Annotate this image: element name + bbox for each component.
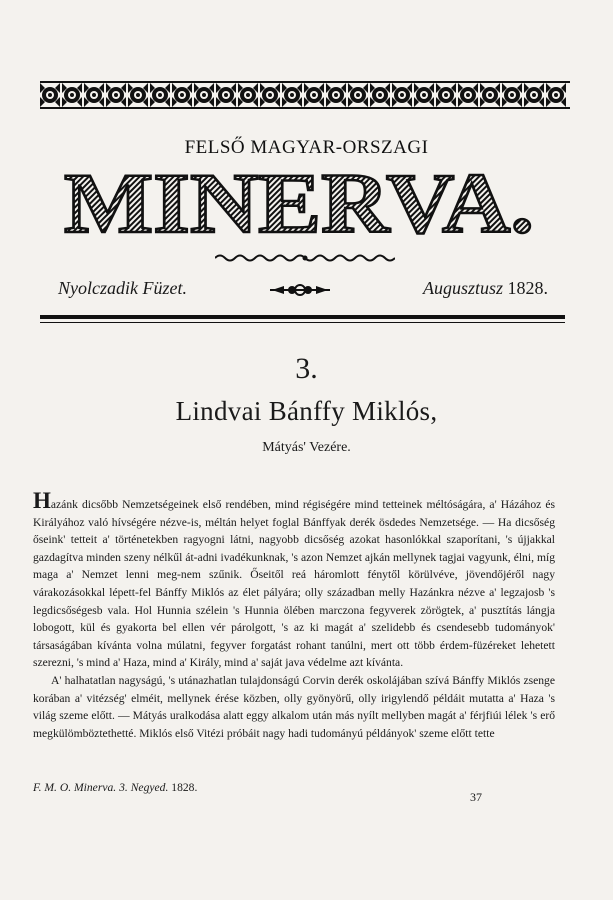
issue-month: Augusztusz	[422, 278, 503, 298]
article-number: 3.	[295, 352, 318, 385]
paragraph-1-text: azánk dicsőbb Nemzetségeinek első rendében, mind régiségére mind tetteinek méltóságára, a' Házához és Királyához való hívségére nézve-is, méltán helyet foglal Bánffyak derék ösdedes Nemzetsége. — Ha dicsőség őseink' tetteit a' történetekben ragyogni látni, nagyobb dicsőség azokat hasonlókkal szaporítani, 's újjakkal gazdagítva minden szeny nélkűl át-adni ivadékunknak, 's azon Nemzet ajkán mellynek tagjai vagyunk, élni, míg maga a' Nemzet lenni meg-nem szűnik. Őseitől reá háromlott fénytől körülvéve, jövendőjéről nagy várakozásokkal lépett-fel Bánffy Miklós az élet pályára; olly században melly Hazánkra nézve a' legzajosb 's legdicsőségesb vala. Hol Hunnia szélein 's Hunnia ölében marczona fegyverek zörögtek, a' pusztítás lángja lobogott, kül és gyakorta bel ellen vér párolgott, 's az ki magát a' szelidebb és csendesebb tudományok' társaságában kívánta volna múlatni, fegyver forgatást rohant tanúlni, mert ott több érdem-füzéreket lehetett szerezni, 's mind a' Haza, mind a' Király, mind a' saját java védelme azt kívánta.	[33, 498, 555, 670]
rope-ornament	[215, 253, 395, 263]
issue-year: 1828.	[507, 278, 548, 298]
paragraph-1	[33, 488, 555, 672]
journal-supertitle: FELSŐ MAGYAR-ORSZAGI	[184, 137, 429, 158]
issue-number: Nyolczadik Füzet.	[58, 278, 187, 298]
footer-volume: 3. Negyed.	[119, 781, 169, 794]
masthead-title: MINERVA.	[64, 168, 534, 240]
page-footer	[33, 781, 485, 794]
article-body	[33, 488, 555, 742]
footer-year: 1828.	[171, 781, 198, 794]
header-rule-thin	[40, 322, 565, 323]
ornamental-border	[40, 78, 570, 112]
issue-line	[58, 278, 548, 304]
footer-journal: F. M. O. Minerva.	[33, 781, 117, 794]
fleuron-icon	[270, 282, 330, 298]
drop-cap: H	[33, 488, 51, 513]
article-title: Lindvai Bánffy Miklós,	[175, 396, 438, 426]
journal-masthead	[62, 168, 537, 240]
article-subtitle: Mátyás' Vezére.	[262, 440, 351, 455]
page-number: 37	[470, 790, 482, 804]
header-rule-thick	[40, 315, 565, 319]
issue-date	[423, 278, 548, 299]
paragraph-2: A' halhatatlan nagyságú, 's utánazhatlan tulajdonságú Corvin derék oskolájában szívá Bánffy Miklós zsenge korában a' vitézség' elméit, mellynek érése közben, olly gyönyörű, olly irigylendő példáit mutatta a' Haza 's világ szeme előtt. — Mátyás uralkodása alatt eggy alkalom után más nyílt mellyben magát a' férjfiúi lélek 's erő megkülömböztethetté. Miklós első Vitézi próbáit nagy hadi tudományú példányok' szeme előtt tette	[33, 673, 555, 740]
